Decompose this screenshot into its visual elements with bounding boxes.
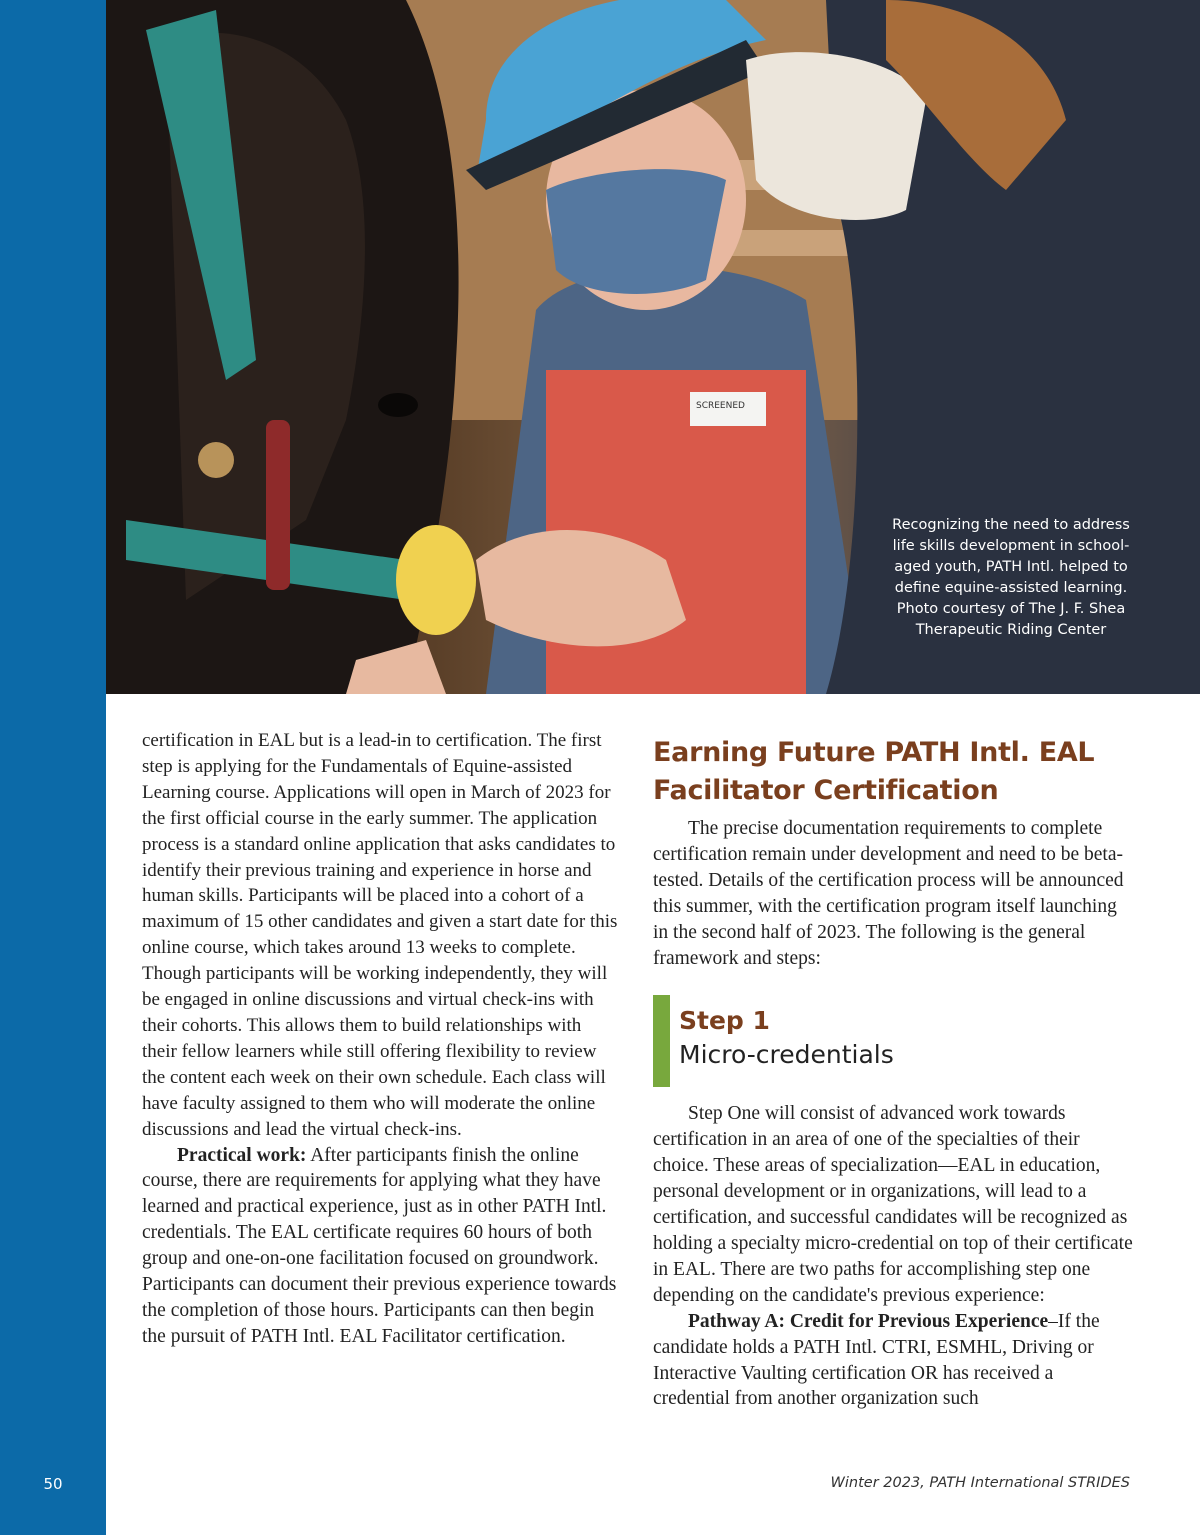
step-paragraph: Step One will consist of advanced work towards certification in an area of one of the specialties of their choice. These areas of specialization—EAL in education, personal development or in organizations, will lead to a certification, and successful candidates will be recognized as holding a specialty micro-credential on top of their certificate in EAL. There are two paths for accomplishing step one depending on the candidate's previous experience:: [653, 1103, 1133, 1306]
left-column: [142, 728, 620, 1350]
photo-caption: [876, 515, 1146, 641]
badge-text: SCREENED: [696, 401, 745, 411]
pathway-text: –If the candidate holds a PATH Intl. CTRI, ESMHL, Driving or Interactive Vaulting certification OR has received a credential from another organization such: [653, 1310, 1100, 1410]
caption-line: Therapeutic Riding Center: [915, 622, 1107, 638]
right-column: [653, 734, 1133, 1412]
caption-line: life skills development in school-: [892, 538, 1130, 554]
feature-photo: [106, 0, 1200, 694]
step-title: Micro-credentials: [679, 1040, 894, 1070]
page-number: 50: [43, 1475, 63, 1493]
pathway-label: Pathway A: Credit for Previous Experience: [688, 1310, 1049, 1332]
step-callout: [653, 995, 1133, 1087]
caption-line: Photo courtesy of The J. F. Shea: [896, 601, 1126, 617]
body-paragraph: certification in EAL but is a lead-in to certification. The first step is applying for the Fundamentals of Equine-assisted Learning course. Applications will open in March of 2023 for the first official course in the early summer. The application process is a standard online application that asks candidates to identify their previous training and experience in horse and human skills. Participants will be placed into a cohort of a maximum of 15 other candidates and given a start date for this online course, which takes around 13 weeks to complete. Though participants will be working independently, they will be engaged in online discussions and virtual check-ins with their cohorts. This allows them to build relationships with their fellow learners while still offering flexibility to review the content each week on their own schedule. Each class will have faculty assigned to them who will moderate the online discussions and lead the virtual check-ins.: [142, 730, 618, 1140]
section-heading: Earning Future PATH Intl. EAL Facilitator Certification: [653, 737, 1095, 806]
caption-line: aged youth, PATH Intl. helped to: [894, 559, 1128, 575]
page-footer: Winter 2023, PATH International STRIDES: [830, 1475, 1130, 1491]
pathway-paragraph: [653, 1309, 1133, 1413]
page-sidebar-band: [0, 0, 106, 1535]
practical-work-text: After participants finish the online course, there are requirements for applying what they have learned and practical experience, just as in other PATH Intl. credentials. The EAL certificate requires 60 hours of both group and one-on-one facilitation focused on groundwork. Participants can document their previous experience towards the completion of those hours. Participants can then begin the pursuit of PATH Intl. EAL Facilitator certification.: [142, 1144, 617, 1347]
caption-line: Recognizing the need to address: [892, 517, 1130, 533]
intro-paragraph: The precise documentation requirements to complete certification remain under development and need to be beta-tested. Details of the certification process will be announced this summer, with the certification program itself launching in the second half of 2023. The following is the general framework and steps:: [653, 818, 1124, 969]
practical-work-label: Practical work:: [177, 1144, 307, 1166]
step-accent-bar: [653, 995, 670, 1087]
caption-line: define equine-assisted learning.: [894, 580, 1128, 596]
practical-work-paragraph: [142, 1143, 620, 1350]
step-label: Step 1: [679, 1006, 770, 1036]
